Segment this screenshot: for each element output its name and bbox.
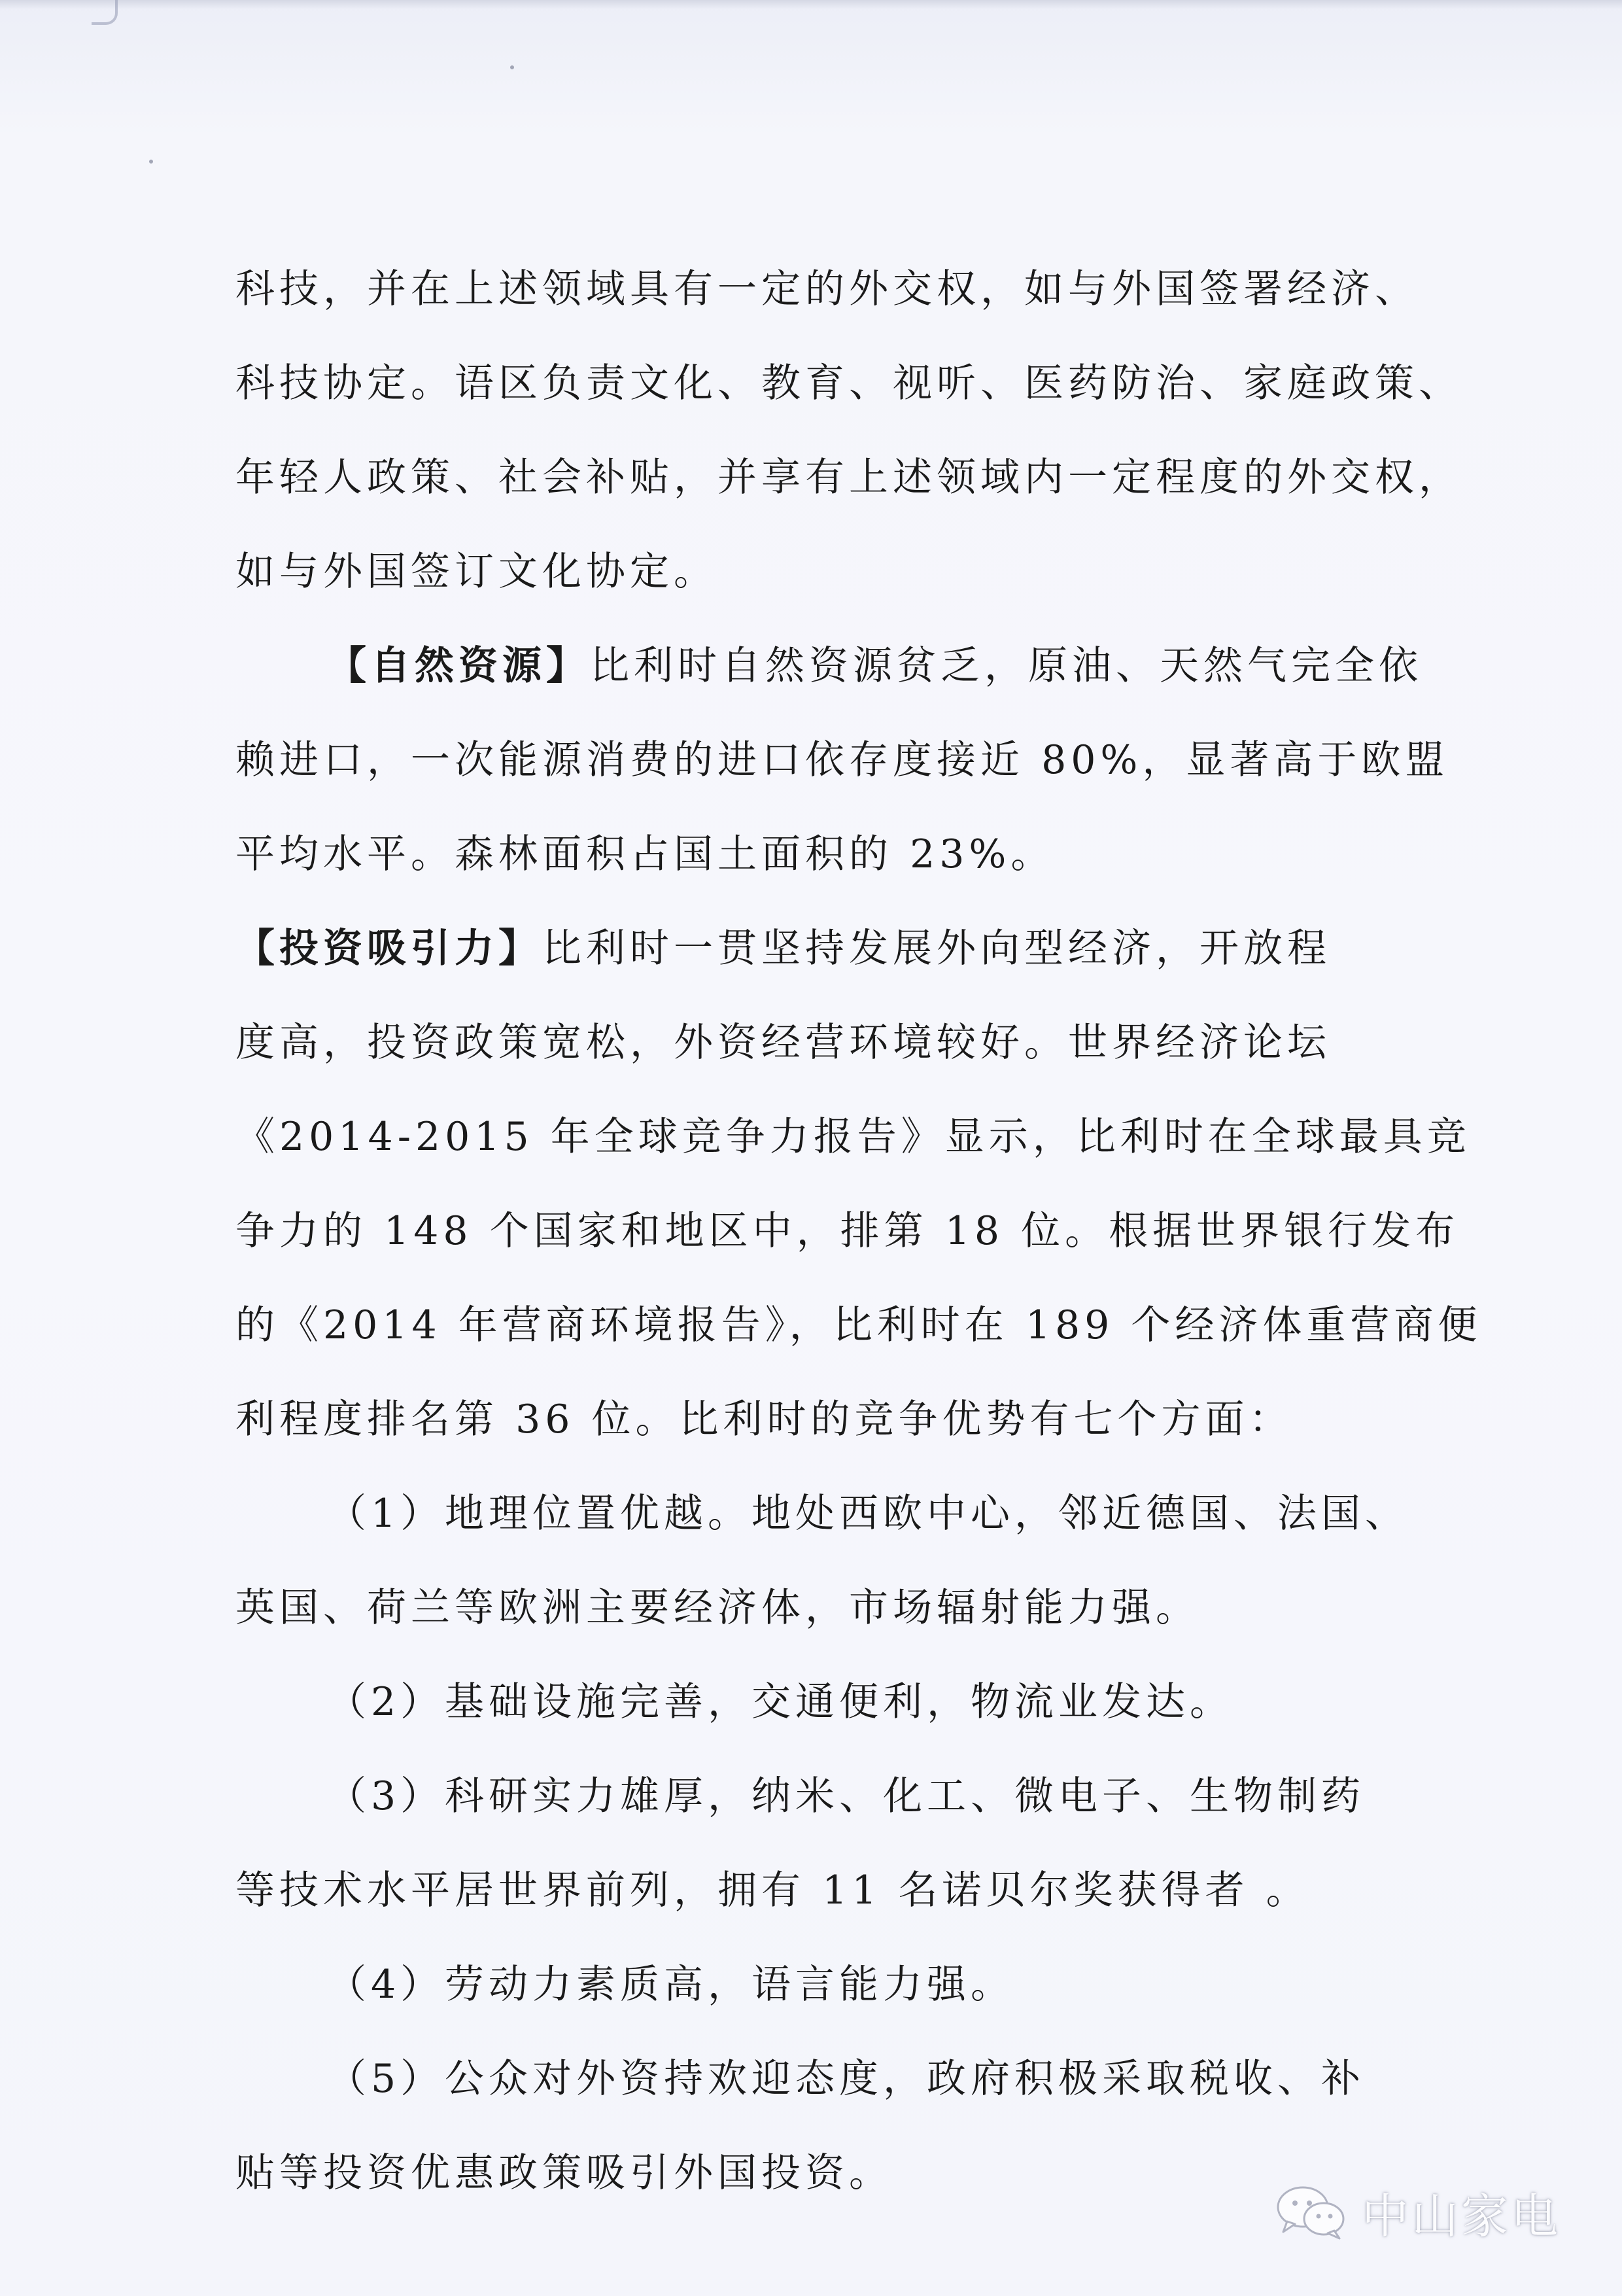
list-item-number: （3）: [327, 1773, 445, 1819]
list-item: [235, 1749, 1406, 1843]
list-item-text: 基础设施完善，交通便利，物流业发达。: [445, 1679, 1234, 1725]
list-item-text: 劳动力素质高，语言能力强。: [445, 1962, 1014, 2008]
text-run: 比利时一贯坚持发展外向型经济，开放程: [542, 926, 1331, 971]
text-line: 科技协定。语区负责文化、教育、视听、医药防治、家庭政策、: [235, 360, 1462, 406]
text-line: 英国、荷兰等欧洲主要经济体，市场辐射能力强。: [235, 1585, 1199, 1631]
text-run: 比利时自然资源贫乏，原油、天然气完全依: [590, 643, 1423, 689]
text-line: 《2014-2015 年全球竞争力报告》显示，比利时在全球最具竞: [235, 1114, 1471, 1160]
text-line: 赖进口，一次能源消费的进口依存度接近 80%，显著高于欧盟: [235, 737, 1449, 783]
list-item: [235, 1467, 1409, 1561]
list-item-text: 科研实力雄厚，纳米、化工、微电子、生物制药: [445, 1773, 1365, 1819]
section-heading: 【自然资源】: [327, 643, 590, 689]
list-item-text: 地理位置优越。地处西欧中心，邻近德国、法国、: [445, 1491, 1409, 1537]
text-line: 如与外国签订文化协定。: [235, 549, 717, 595]
text-line: 争力的 148 个国家和地区中，排第 18 位。根据世界银行发布: [235, 1208, 1460, 1254]
corner-fold-mark: [92, 0, 118, 25]
list-item: [235, 1938, 1406, 2032]
list-item-number: （1）: [327, 1491, 445, 1537]
watermark: [1275, 2178, 1561, 2246]
section-natural-resources: [235, 619, 1423, 713]
list-item-number: （4）: [327, 1962, 445, 2008]
scan-speck: [510, 65, 514, 69]
text-line: 科技，并在上述领域具有一定的外交权，如与外国签署经济、: [235, 266, 1419, 312]
text-line: 利程度排名第 36 位。比利时的竞争优势有七个方面：: [235, 1397, 1293, 1442]
text-line: 平均水平。森林面积占国土面积的 23%。: [235, 831, 1055, 877]
scan-top-edge: [0, 0, 1622, 9]
list-item-number: （2）: [327, 1679, 445, 1725]
list-item-text: 公众对外资持欢迎态度，政府积极采取税收、补: [445, 2056, 1365, 2102]
scan-speck: [149, 160, 153, 164]
text-line: 贴等投资优惠政策吸引外国投资。: [235, 2150, 893, 2196]
wechat-icon: [1275, 2185, 1347, 2240]
list-item: [235, 1655, 1406, 1749]
text-line: 的《2014 年营商环境报告》，比利时在 189 个经济体重营商便: [235, 1302, 1482, 1348]
watermark-text: 中山家电: [1362, 2189, 1561, 2244]
text-line: 年轻人政策、社会补贴，并享有上述领域内一定程度的外交权，: [235, 455, 1462, 500]
list-item: [235, 2032, 1406, 2126]
section-investment-attraction: [235, 901, 1406, 996]
text-line: 等技术水平居世界前列，拥有 11 名诺贝尔奖获得者 。: [235, 1868, 1310, 1913]
text-line: 度高，投资政策宽松，外资经营环境较好。世界经济论坛: [235, 1020, 1331, 1066]
document-body: [235, 242, 1482, 2220]
list-item-number: （5）: [327, 2056, 445, 2102]
section-heading: 【投资吸引力】: [235, 926, 542, 971]
